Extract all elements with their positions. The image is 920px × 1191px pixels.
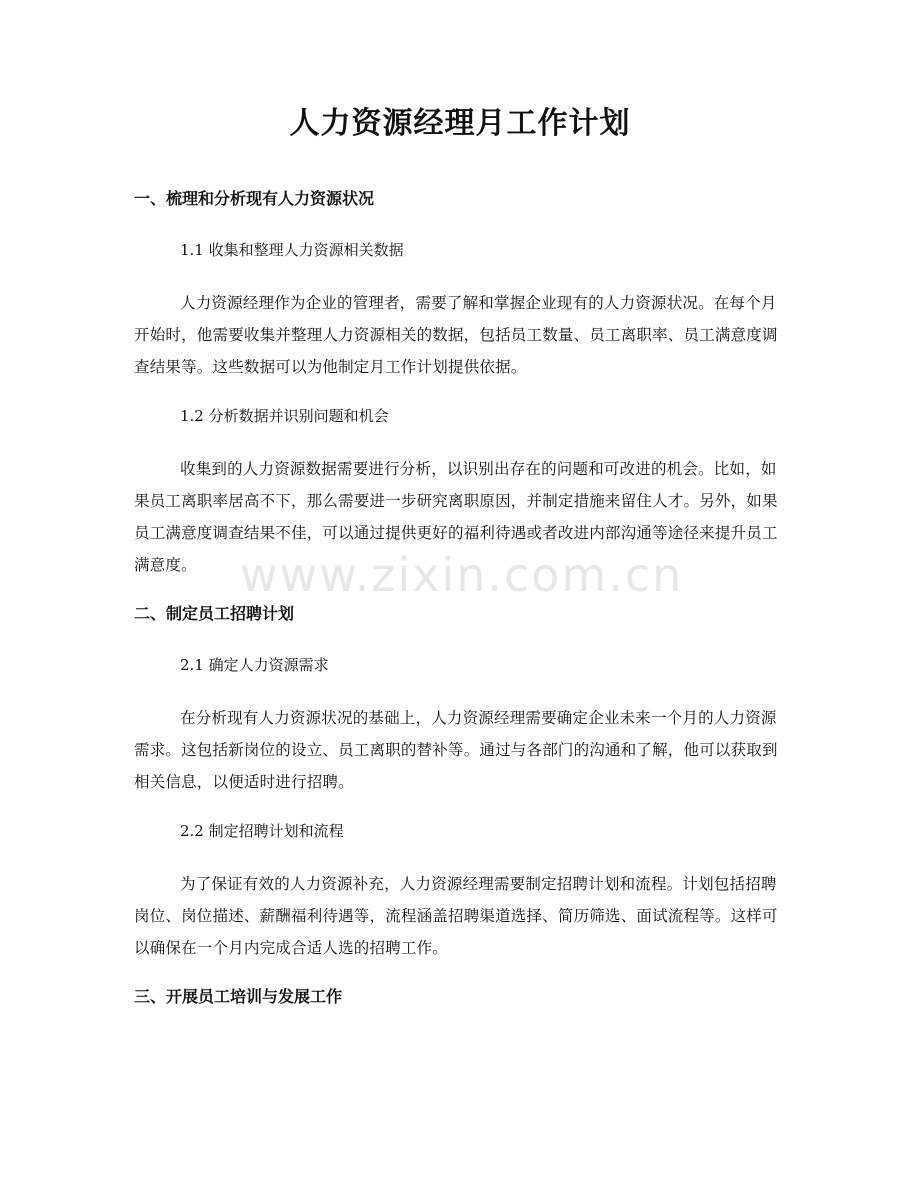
subsection-heading-1-2: 1.2 分析数据并识别问题和机会: [180, 407, 389, 425]
paragraph-1-2: 收集到的人力资源数据需要进行分析，以识别出存在的问题和可改进的机会。比如，如果员工离职率居高不下，那么需要进一步研究离职原因，并制定措施来留住人才。另外，如果员工满意度调查结果不佳，可以通过提供更好的福利待遇或者改进内部沟通等途径来提升员工满意度。: [134, 460, 778, 574]
section-heading-2: 二、制定员工招聘计划: [134, 604, 295, 623]
section-heading-1: 一、梳理和分析现有人力资源状况: [134, 189, 375, 208]
subsection-heading-1-1: 1.1 收集和整理人力资源相关数据: [180, 241, 404, 259]
subsection-heading-2-2: 2.2 制定招聘计划和流程: [180, 822, 344, 840]
section-heading-3: 三、开展员工培训与发展工作: [134, 987, 343, 1006]
watermark: www.zixin.com.cn: [240, 548, 684, 602]
document-title: 人力资源经理月工作计划: [289, 106, 631, 141]
paragraph-2-2: 为了保证有效的人力资源补充，人力资源经理需要制定招聘计划和流程。计划包括招聘岗位、岗位描述、薪酬福利待遇等，流程涵盖招聘渠道选择、简历筛选、面试流程等。这样可以确保在一个月内完成合适人选的招聘工作。: [134, 875, 778, 957]
paragraph-1-1: 人力资源经理作为企业的管理者，需要了解和掌握企业现有的人力资源状况。在每个月开始时，他需要收集并整理人力资源相关的数据，包括员工数量、员工离职率、员工满意度调查结果等。这些数据可以为他制定月工作计划提供依据。: [134, 294, 778, 376]
subsection-heading-2-1: 2.1 确定人力资源需求: [180, 656, 329, 674]
paragraph-2-1: 在分析现有人力资源状况的基础上，人力资源经理需要确定企业未来一个月的人力资源需求。这包括新岗位的设立、员工离职的替补等。通过与各部门的沟通和了解，他可以获取到相关信息，以便适时进行招聘。: [134, 709, 778, 791]
